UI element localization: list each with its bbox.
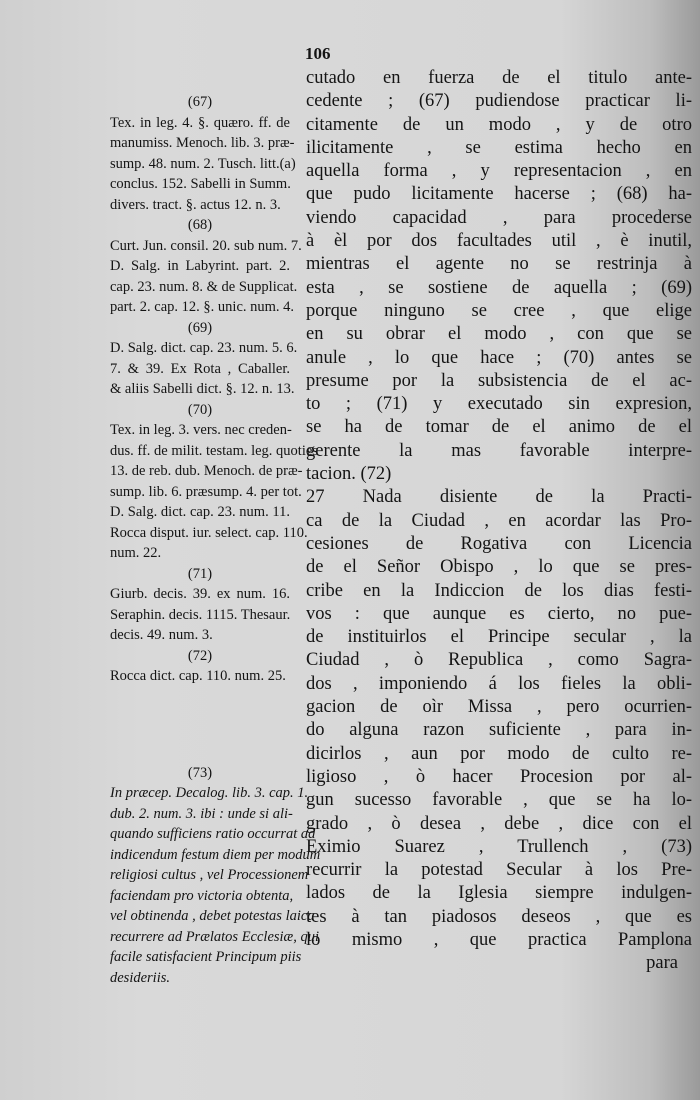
text-line: se ha de tomar de el animo de el — [306, 417, 692, 438]
footnote-line: D. Salg. dict. cap. 23. num. 5. 6. — [110, 340, 298, 356]
footnote-73 — [110, 763, 321, 989]
footnote-72 — [110, 646, 290, 687]
footnote-line: quando sufficiens ratio occurrat ad — [110, 826, 316, 842]
footnote-line: religiosi cultus , vel Processionem — [110, 867, 309, 883]
text-line: ligioso , ò hacer Procesion por al- — [306, 766, 692, 787]
text-line: aquella forma , y representacion , en — [306, 161, 692, 182]
text-line: vos : que aunque es cierto, no pue- — [306, 603, 692, 624]
text-line: gacion de oìr Missa , pero ocurrien- — [306, 697, 692, 718]
footnote-marker: (73) — [187, 764, 213, 781]
text-line: Ciudad , ò Republica , como Sagra- — [306, 650, 692, 671]
footnote-line: recurrere ad Prælatos Ecclesiæ, qui — [110, 928, 320, 945]
footnote-line: Tex. in leg. 3. vers. nec creden- — [110, 422, 292, 438]
footnote-line: sump. 48. num. 2. Tusch. litt.(a) — [110, 155, 296, 172]
main-paragraph-1 — [306, 67, 692, 486]
footnote-line: indicendum festum diem per modum — [110, 846, 321, 863]
text-line: tes à tan piadosos deseos , que es — [306, 906, 692, 927]
text-line: cutado en fuerza de el titulo ante- — [306, 68, 692, 88]
text-line: do alguna razon suficiente , para in- — [306, 720, 692, 741]
footnote-line: Rocca disput. iur. select. cap. 110. — [110, 524, 308, 541]
text-line: to ; (71) y executado sin expresion, — [306, 394, 692, 415]
footnotes-column — [110, 92, 321, 988]
footnote-69 — [110, 318, 298, 400]
catchword: para — [646, 953, 678, 974]
text-line: presume por la subsistencia de el ac- — [306, 370, 692, 391]
footnote-line: In præcep. Decalog. lib. 3. cap. 1. — [110, 785, 309, 801]
text-line: esta , se sostiene de aquella ; (69) — [306, 277, 692, 298]
footnote-line: dub. 2. num. 3. ibi : unde si ali- — [110, 805, 293, 822]
footnote-line: num. 22. — [110, 545, 162, 561]
text-line: mientras el agente no se restrinja à — [306, 254, 692, 275]
text-line: en su obrar el modo , con que se — [306, 324, 692, 345]
footnote-line: part. 2. cap. 12. §. unic. num. 4. — [110, 299, 295, 315]
text-line: cesiones de Rogativa con Licencia — [306, 533, 692, 554]
footnote-line: faciendam pro victoria obtenta, — [110, 887, 294, 904]
text-line: porque ninguno se cree , que elige — [306, 300, 692, 321]
text-line: gun sucesso favorable , que se ha lo- — [306, 790, 692, 811]
text-line: viendo capacidad , para procederse — [306, 207, 692, 228]
footnote-line: Seraphin. decis. 1115. Thesaur. — [110, 606, 291, 623]
footnote-line: decis. 49. num. 3. — [110, 627, 213, 643]
footnote-line: Rocca dict. cap. 110. num. 25. — [110, 668, 286, 684]
text-line: cribe en la Indiccion de los dias festi- — [306, 580, 692, 601]
footnote-line: facile satisfacient Principum piis — [110, 949, 302, 965]
footnote-67 — [110, 92, 296, 215]
text-line: dos , imponiendo á los fieles la obli- — [306, 673, 692, 694]
main-paragraph-2 — [306, 486, 692, 952]
main-text-column — [306, 67, 692, 976]
footnote-71 — [110, 564, 290, 646]
text-line: à èl por dos facultades util , è inutil, — [306, 231, 692, 252]
text-line: de el Señor Obispo , lo que se pres- — [306, 557, 692, 578]
footnote-line: 7. & 39. Ex Rota , Caballer. — [110, 360, 290, 377]
text-line: tacion. (72) — [306, 464, 392, 485]
footnote-line: Curt. Jun. consil. 20. sub num. 7. — [110, 237, 302, 254]
text-line: Eximio Suarez , Trullench , (73) — [306, 836, 692, 857]
footnote-line: & aliis Sabelli dict. §. 12. n. 13. — [110, 381, 295, 397]
footnote-line: 13. de reb. dub. Menoch. de præ- — [110, 463, 303, 479]
text-line: anule , lo que hace ; (70) antes se — [306, 347, 692, 368]
text-line: citamente de un modo , y de otro — [306, 114, 692, 135]
footnote-line: desideriis. — [110, 969, 171, 986]
text-line: cedente ; (67) pudiendose practicar li- — [306, 91, 692, 112]
footnote-line: Giurb. decis. 39. ex num. 16. — [110, 586, 290, 602]
text-line: 27 Nada disiente de la Practi- — [306, 487, 692, 508]
footnote-marker: (67) — [187, 94, 213, 110]
footnote-marker: (70) — [187, 401, 213, 418]
footnote-marker: (71) — [187, 565, 213, 582]
footnote-line: D. Salg. in Labyrint. part. 2. — [110, 258, 290, 274]
text-line: recurrir la potestad Secular à los Pre- — [306, 860, 692, 881]
text-line: grado , ò desea , debe , dice con el — [306, 813, 692, 834]
text-line: ilicitamente , se estima hecho en — [306, 137, 692, 158]
footnote-marker: (72) — [187, 647, 213, 664]
footnote-line: sump. lib. 6. præsump. 4. per tot. — [110, 483, 302, 500]
text-line: gerente la mas favorable interpre- — [306, 440, 692, 461]
footnote-marker: (68) — [187, 217, 213, 233]
footnote-70 — [110, 400, 318, 564]
page-number: 106 — [305, 44, 331, 63]
footnote-line: Tex. in leg. 4. §. quæro. ff. de — [110, 114, 290, 131]
footnote-line: divers. tract. §. actus 12. n. 3. — [110, 196, 281, 213]
footnote-68 — [110, 215, 302, 318]
text-line: lados de la Iglesia siempre indulgen- — [306, 883, 692, 904]
text-line: lo mismo , que practica Pamplona — [306, 929, 692, 950]
footnote-line: vel obtinenda , debet potestas laica — [110, 908, 315, 924]
text-line: de instituirlos el Principe secular , la — [306, 627, 692, 648]
text-line: ca de la Ciudad , en acordar las Pro- — [306, 510, 692, 531]
footnote-line: cap. 23. num. 8. & de Supplicat. — [110, 278, 298, 295]
footnote-line: D. Salg. dict. cap. 23. num. 11. — [110, 504, 290, 520]
text-line: dicirlos , aun por modo de culto re- — [306, 743, 692, 764]
spacer — [110, 687, 290, 763]
footnote-line: dus. ff. de milit. testam. leg. quoties — [110, 442, 318, 459]
text-line: que pudo licitamente hacerse ; (68) ha- — [306, 184, 692, 205]
footnote-line: conclus. 152. Sabelli in Summ. — [110, 176, 291, 192]
footnote-line: manumiss. Menoch. lib. 3. præ- — [110, 135, 295, 151]
footnote-marker: (69) — [187, 319, 213, 336]
